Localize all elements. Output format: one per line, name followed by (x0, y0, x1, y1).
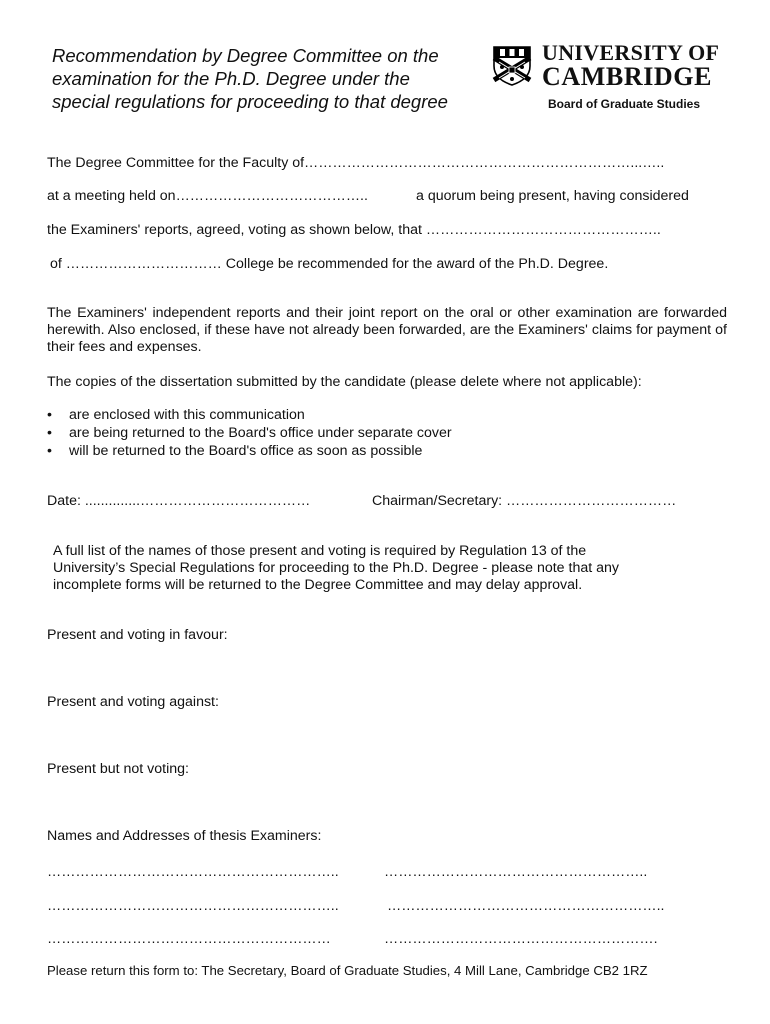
bullet-icon: • (47, 425, 52, 441)
dissertation-copies-text: The copies of the dissertation submitted by the candidate (please delete where not applicable): (47, 374, 642, 390)
dotted-line: ………………………………………………….. (387, 898, 665, 914)
dotted-line: …………………………………………………. (384, 931, 658, 947)
college-line: of …………………………… College be recommended for the award of the Ph.D. Degree. (50, 256, 609, 272)
list-item (47, 443, 422, 459)
title-line: examination for the Ph.D. Degree under the (52, 68, 410, 89)
note-line: University’s Special Regulations for proceeding to the Ph.D. Degree - please note that any (53, 560, 619, 576)
cambridge-crest-icon (491, 44, 533, 86)
examiners-reports-line: the Examiners' reports, agreed, voting as shown below, that ………………………………………….. (47, 222, 661, 238)
list-item-label: are enclosed with this communication (69, 407, 305, 423)
not-voting-label: Present but not voting: (47, 761, 189, 777)
note-line: A full list of the names of those present and voting is required by Regulation 13 of the (53, 543, 587, 559)
list-item-label: will be returned to the Board's office as soon as possible (69, 443, 423, 459)
list-item-label: are being returned to the Board's office under separate cover (69, 425, 452, 441)
examiners-label: Names and Addresses of thesis Examiners: (47, 828, 322, 844)
chairman-field: Chairman/Secretary: ……………………………… (372, 493, 677, 509)
voting-against-label: Present and voting against: (47, 694, 219, 710)
dotted-line: …………………………………………………….. (47, 864, 339, 880)
title-line: special regulations for proceeding to that degree (52, 91, 448, 112)
meeting-line: at a meeting held on………………………………….. (47, 188, 368, 204)
list-item (47, 407, 305, 423)
board-name: Board of Graduate Studies (548, 97, 701, 111)
dotted-line: ……………………………………………….. (384, 864, 648, 880)
dotted-line: …………………………………………………… (47, 931, 331, 947)
page-title (52, 44, 482, 113)
reports-paragraph: The Examiners' independent reports and their joint report on the oral or other examination are forwarded herewith. Also enclosed, if these have not already been forwarded, are the Examiners' claims for payment of their fees and expenses. (47, 305, 727, 355)
return-address-footer: Please return this form to: The Secretary, Board of Graduate Studies, 4 Mill Lane, Cambridge CB2 1RZ (47, 963, 648, 978)
voting-favour-label: Present and voting in favour: (47, 627, 228, 643)
dotted-line: …………………………………………………….. (47, 898, 339, 914)
quorum-text: a quorum being present, having considered (416, 188, 689, 204)
bullet-icon: • (47, 443, 52, 459)
university-name-line2: CAMBRIDGE (542, 62, 713, 91)
faculty-line: The Degree Committee for the Faculty of……………………………………………………………...….. (47, 155, 665, 171)
title-line: Recommendation by Degree Committee on the (52, 45, 439, 66)
date-field: Date: ..............……………………………… (47, 493, 311, 509)
university-name-line1: UNIVERSITY OF (542, 40, 720, 65)
list-item (47, 425, 452, 441)
regulation-note (53, 543, 703, 594)
bullet-icon: • (47, 407, 52, 423)
note-line: incomplete forms will be returned to the Degree Committee and may delay approval. (53, 577, 583, 593)
